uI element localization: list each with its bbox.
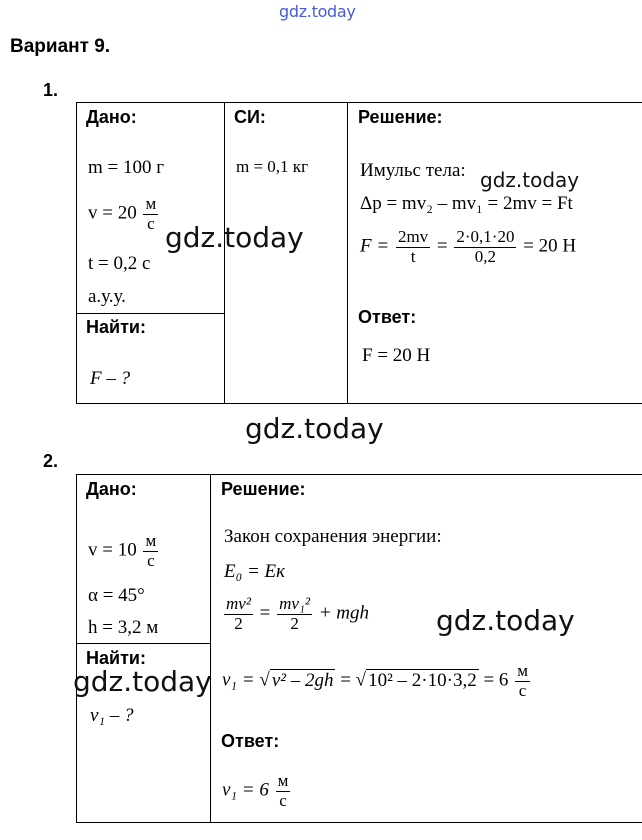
p1-si-header: СИ: bbox=[234, 107, 266, 127]
p1-solution-text: Имульс тела: bbox=[360, 160, 466, 181]
p2-find-header: Найти: bbox=[86, 648, 146, 668]
p2-solution-text: Закон сохранения энергии: bbox=[224, 526, 442, 547]
p2-sqrt1: v² – 2gh bbox=[271, 669, 334, 691]
p2-solution-header: Решение: bbox=[221, 479, 306, 499]
p2-v1-lhs: v₁ = bbox=[222, 669, 255, 691]
p1-find-header: Найти: bbox=[86, 317, 146, 337]
p1-answer-header: Ответ: bbox=[358, 307, 417, 327]
p2-given-v bbox=[88, 532, 160, 570]
p2-given-header: Дано: bbox=[86, 479, 137, 499]
p1-force-result: = 20 Н bbox=[523, 235, 577, 257]
p1-given-ayu: а.у.у. bbox=[88, 286, 126, 307]
p2-sqrt2: 10² – 2·10·3,2 bbox=[368, 669, 477, 691]
p2-frac-mv1: $\frac{\text{mv₁²}}{2}$ bbox=[279, 594, 310, 633]
p2-plus-mgh: + mgh bbox=[318, 602, 370, 624]
watermark-4: gdz.today bbox=[436, 604, 575, 637]
p1-find: F – ? bbox=[90, 368, 131, 389]
watermark-5: gdz.today bbox=[73, 665, 212, 698]
p1-given-m: m = 100 г bbox=[88, 157, 165, 178]
problem-1-number: 1. bbox=[43, 80, 59, 100]
p1-frac-2mv-t: $\frac{2mv}{t}$ bbox=[397, 227, 429, 266]
p1-given-t: t = 0,2 с bbox=[88, 253, 151, 274]
p1-given-v-value: v = 20 bbox=[88, 202, 137, 224]
p1-given-header: Дано: bbox=[86, 107, 137, 127]
p2-unit-ms: $\frac{м}{с}$ bbox=[145, 531, 157, 570]
p1-unit-ms: $\frac{м}{с}$ bbox=[145, 194, 157, 233]
p1-given-v bbox=[88, 195, 160, 233]
p2-mid-eq: = bbox=[340, 669, 351, 691]
p2-solution-eq bbox=[222, 595, 369, 633]
p2-eq-sign: = bbox=[259, 602, 271, 624]
watermark-1: gdz.today bbox=[480, 168, 580, 192]
p2-solution-v1: v₁ = √ v² – 2gh = √ 10² – 2·10·3,2 = 6 $\frac{м}{с}$ bbox=[222, 661, 528, 700]
p1-solution-force bbox=[360, 228, 576, 266]
watermark-top: gdz.today bbox=[279, 2, 356, 21]
p1-solution-header: Решение: bbox=[358, 107, 443, 127]
p1-solution-eq1: Δp = mv₂ – mv₁ = 2mv = Ft bbox=[360, 193, 573, 214]
page-title: Вариант 9. bbox=[10, 36, 111, 57]
p2-answer-header: Ответ: bbox=[221, 731, 280, 751]
watermark-3: gdz.today bbox=[245, 412, 384, 445]
watermark-2: gdz.today bbox=[165, 221, 304, 254]
p2-answer-unit: $\frac{м}{с}$ bbox=[277, 771, 289, 810]
p1-force-lhs: F = bbox=[360, 235, 390, 257]
p2-v1-result: = 6 bbox=[483, 669, 509, 691]
p2-find: v₁ – ? bbox=[90, 705, 134, 726]
p1-answer: F = 20 Н bbox=[362, 345, 431, 366]
p1-eq-sign: = bbox=[436, 235, 448, 257]
p1-frac-numeric: $\frac{2\cdot 0,1\cdot 20}{0,2}$ bbox=[456, 227, 515, 266]
p2-solution-energy: E₀ = Eк bbox=[224, 561, 286, 582]
p2-given-alpha: α = 45° bbox=[88, 585, 145, 606]
p2-frac-mv2: $\frac{\text{mv²}}{2}$ bbox=[226, 594, 251, 633]
p2-given-h: h = 3,2 м bbox=[88, 617, 159, 638]
p1-si-m: m = 0,1 кг bbox=[236, 157, 309, 176]
p2-given-v-value: v = 10 bbox=[88, 539, 137, 561]
p2-result-unit: $\frac{м}{с}$ bbox=[517, 661, 528, 700]
problem-2-number: 2. bbox=[43, 451, 59, 471]
p2-answer bbox=[222, 772, 292, 810]
p2-answer-value: v₁ = 6 bbox=[222, 779, 269, 801]
